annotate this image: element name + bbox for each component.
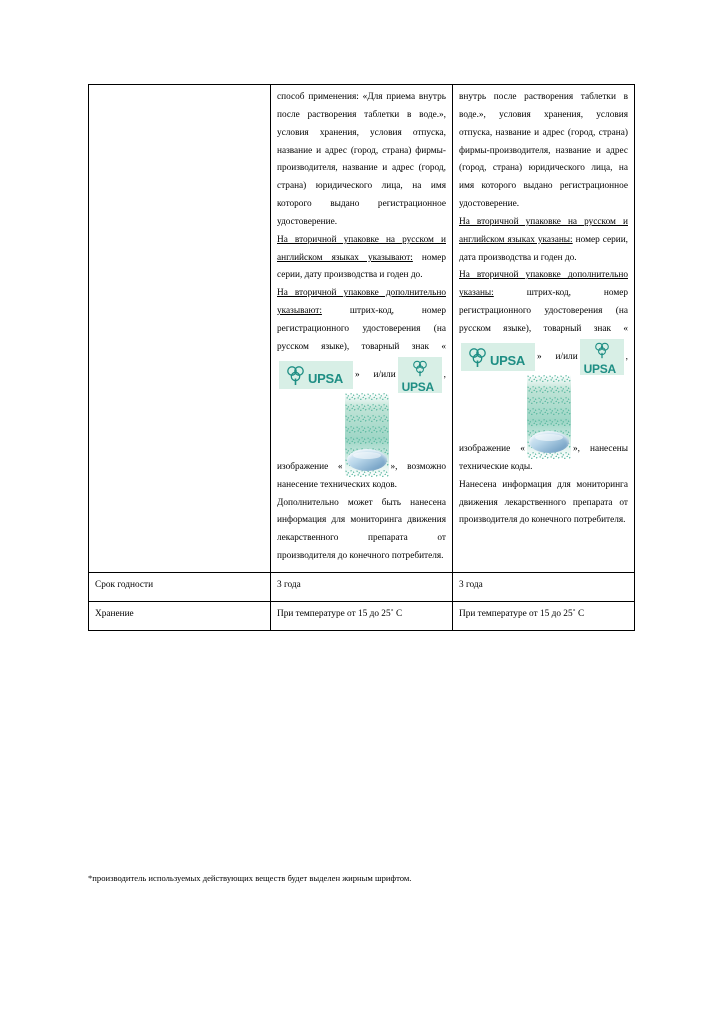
upsa-logo-tall-icon <box>398 357 442 393</box>
table-row <box>89 85 635 573</box>
row-label-shelf-life: Срок годности <box>89 572 271 601</box>
paragraph-secondary-pack-a <box>277 232 446 286</box>
underlined-text-additional-b: На вторичной упаковке дополнительно указаны: <box>459 270 628 299</box>
text-additional-rest-b: штрих-код, номер регистрационного удостоверения (на русском языке), товарный знак « <box>459 288 628 334</box>
underlined-text-additional-a: На вторичной упаковке дополнительно указывают: <box>277 288 446 317</box>
shelf-life-value-b: 3 года <box>453 572 635 601</box>
tablet-oval-icon <box>529 431 569 453</box>
paragraph-application-method-a: способ применения: «Для приема внутрь после растворения таблетки в воде.», условия хранения, условия отпуска, название и адрес (город, страна) фирмы-производителя, название и адрес (город, страна) юридического лица, на имя которого выдано регистрационное удостоверение. <box>277 92 446 227</box>
upsa-logo-wordmark: UPSA <box>308 370 343 386</box>
paragraph-secondary-pack-b <box>459 214 628 268</box>
text-secondary-pack-rest-a: номер серии, дату производства и годен до. <box>277 252 446 281</box>
tablet-package-image <box>345 393 389 477</box>
underlined-text-secondary-pack-b: На вторичной упаковке на русском и английском языках указаны: <box>459 216 628 245</box>
storage-value-b: При температуре от 15 до 25˚ С <box>453 601 635 630</box>
table-row <box>89 572 635 601</box>
upsa-logo-tall-icon <box>580 339 624 375</box>
upsa-logo-wordmark: UPSA <box>583 361 616 376</box>
paragraph-application-method-b: внутрь после растворения таблетки в воде.», условия хранения, условия отпуска, название и адрес (город, страна) фирмы-производителя, название и адрес (город, страна) юридического лица, на имя которого выдано регистрационное удостоверение. <box>459 92 628 210</box>
row-label-storage: Хранение <box>89 601 271 630</box>
text-after-pack-b: », нанесены технические коды. <box>459 443 628 472</box>
paragraph-additional-marks-a <box>277 285 446 494</box>
text-secondary-pack-rest-b: номер серии, дата производства и годен до. <box>459 234 629 263</box>
upsa-logo-wordmark: UPSA <box>401 379 434 394</box>
upsa-logo-wordmark: UPSA <box>490 352 525 368</box>
packaging-cell-column-b <box>453 85 635 573</box>
text-after-logo1-a: » и/или <box>355 369 396 380</box>
tree-icon <box>285 364 306 386</box>
shelf-life-value-a: 3 года <box>271 572 453 601</box>
paragraph-additional-marks-b <box>459 267 628 476</box>
paragraph-monitoring-b: Нанесена информация для мониторинга движения лекарственного препарата от производителя до конечного потребителя. <box>459 479 628 526</box>
text-after-logo2-a: , изображение « <box>277 369 446 472</box>
tablet-oval-icon <box>347 449 387 471</box>
text-additional-rest-a: штрих-код, номер регистрационного удостоверения (на русском языке), товарный знак « <box>277 306 446 352</box>
upsa-logo-wide-icon <box>279 361 353 389</box>
specification-table <box>88 84 635 631</box>
table-row <box>89 601 635 630</box>
footnote: *производитель используемых действующих веществ будет выделен жирным шрифтом. <box>88 873 412 883</box>
underlined-text-secondary-pack-a: На вторичной упаковке на русском и английском языках указывают: <box>277 234 446 263</box>
tree-icon <box>467 346 488 368</box>
text-after-logo2-b: , изображение « <box>459 351 628 454</box>
storage-value-a: При температуре от 15 до 25˚ С <box>271 601 453 630</box>
text-after-pack-a: », возможно нанесение технических кодов. <box>277 461 446 490</box>
upsa-logo-wide-icon <box>461 343 535 371</box>
tablet-package-image <box>527 375 571 459</box>
paragraph-monitoring-a: Дополнительно может быть нанесена информация для мониторинга движения лекарственного препарата от производителя до конечного потребителя. <box>277 497 446 562</box>
text-after-logo1-b: » и/или <box>537 351 578 362</box>
tree-icon <box>410 359 430 377</box>
packaging-cell-column-a <box>271 85 453 573</box>
row-label-cell <box>89 85 271 573</box>
tree-icon <box>592 341 612 359</box>
